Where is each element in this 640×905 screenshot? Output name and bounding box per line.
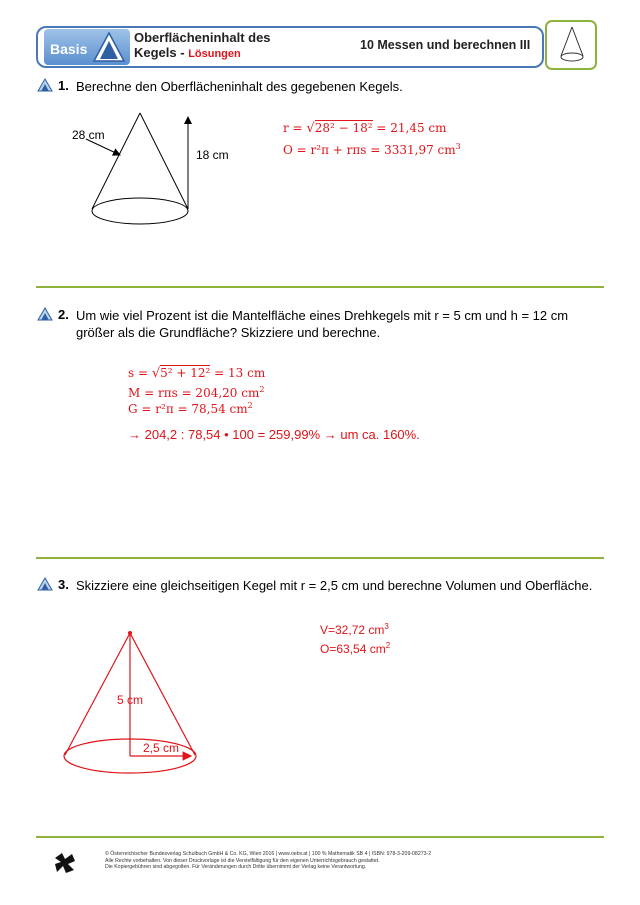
task1-cone-figure	[60, 105, 220, 245]
triangle-level-icon	[37, 307, 53, 321]
task3-text: Skizziere eine gleichseitigen Kegel mit r = 2,5 cm und berechne Volumen und Oberfläche.	[76, 578, 593, 593]
task1-number: 1.	[58, 78, 69, 93]
task2-solution-m: M = rπs = 204,20 $cm^2$	[128, 385, 265, 400]
task1-text: Berechne den Oberflächeninhalt des gegebenen Kegels.	[76, 79, 403, 94]
task1-height-label: 18 cm	[196, 148, 229, 162]
badge-triangle-icon	[92, 31, 126, 63]
task1-solution-o: O = r²π + rπs = 3331,97 $cm^3$	[283, 142, 461, 157]
task3-number: 3.	[58, 577, 69, 592]
section-divider	[36, 836, 604, 838]
task1-slant-label: 28 cm	[72, 128, 105, 142]
footer-copyright: © Österreichischer Bundesverlag Schulbuch GmbH & Co. KG, Wien 2016 | www.oebv.at | 100 % Mathematik SB 4 | ISBN: 978-3-209-08273-2 Alle Rechte vorbehalten. Von dieser Druckvorlage ist die Vervielfältigung für den eigenen Unterrichtsgebrauch gestattet. Die Kopiergebühren sind abgegolten. Für Veränderungen durch Dritte übernimmt der Verlag keine Verantwortung.	[105, 851, 432, 871]
task3-height-label: 5 cm	[117, 693, 144, 707]
cone-icon	[547, 22, 595, 68]
task3-radius-label: 2,5 cm	[143, 741, 180, 755]
task3-volume: V=32,72 cm	[320, 623, 385, 637]
section-divider	[36, 286, 604, 288]
basis-label: Basis	[50, 41, 88, 57]
triangle-level-icon	[37, 78, 53, 92]
solutions-label: Lösungen	[188, 48, 241, 60]
task2-solution-percent: → 204,2 : 78,54 • 100 = 259,99% → um ca. 160%.	[128, 427, 420, 442]
task2-solution-s: s = √5² + 12² = 13 cm	[128, 366, 266, 381]
triangle-level-icon	[37, 577, 53, 591]
section-divider	[36, 557, 604, 559]
task1-solution-r: r = √28² − 18² = 21,45 cm	[283, 121, 447, 136]
task3-surface: O=63,54 cm	[320, 642, 386, 656]
cone-icon-box	[545, 20, 597, 70]
chapter-title: 10 Messen und berechnen III	[360, 38, 531, 52]
task2-solution-g: G = r²π = 78,54 $cm^2$	[128, 401, 253, 416]
page-title: Oberflächeninhalt des Kegels - Lösungen	[134, 30, 271, 60]
publisher-logo-icon	[52, 850, 78, 876]
task2-text: Um wie viel Prozent ist die Mantelfläche eines Drehkegels mit r = 5 cm und h = 12 cm größer als die Grundfläche? Skizziere und berechne.	[76, 308, 569, 340]
task2-number: 2.	[58, 307, 69, 322]
task3-solution: V=32,72 $cm^3$ O=63,54 $cm^2$	[320, 622, 391, 656]
